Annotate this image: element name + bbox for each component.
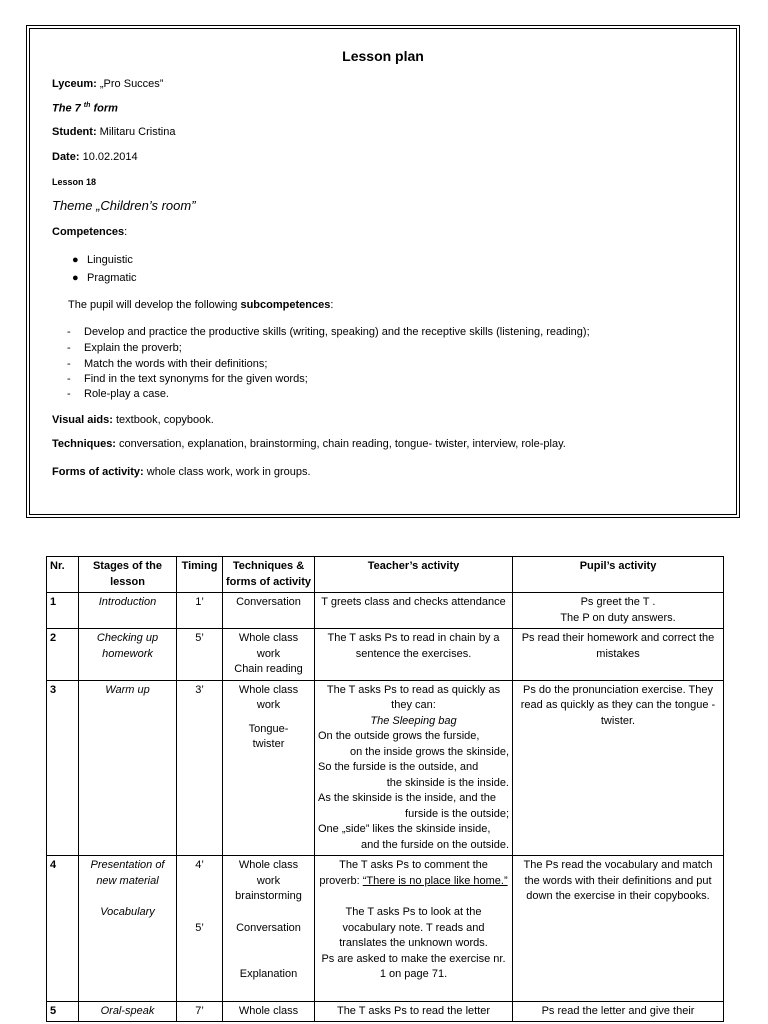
table-row: 2 Checking up homework 5’ Whole class work Chain reading The T asks Ps to read in chain by a sentence the exercises. Ps read their homework and correct the mistakes bbox=[47, 629, 724, 681]
column-header: Techniques & forms of activity bbox=[223, 557, 315, 593]
column-header: Stages of the lesson bbox=[79, 557, 177, 593]
subcompetence-item: Develop and practice the productive skills (writing, speaking) and the receptive skills (listening, reading); bbox=[84, 326, 590, 338]
table-row: 4 Presentation of new material Vocabulary 4’ 5’ Whole class work brainstorming Conversation Explanation The T asks Ps to comment the proverb: “There is no place like home.” The T asks Ps to look at the vocabulary note. T reads and translates the unknown words. Ps are asked to make the exercise nr. 1 on page 71. The Ps read the vocabulary and match the words with their definitions and put down the exercise in their copybooks. bbox=[47, 856, 724, 1002]
competence-item: Pragmatic bbox=[87, 272, 137, 284]
column-header: Pupil’s activity bbox=[513, 557, 724, 593]
competences-heading: Competences: bbox=[52, 226, 128, 238]
lyceum-line: Lyceum: „Pro Succes” bbox=[52, 78, 164, 90]
lesson-number: Lesson 18 bbox=[52, 177, 97, 187]
student-line: Student: Militaru Cristina bbox=[52, 126, 176, 138]
column-header: Nr. bbox=[47, 557, 79, 593]
subcompetences-intro: The pupil will develop the following subcompetences: bbox=[68, 299, 334, 311]
competence-item: Linguistic bbox=[87, 254, 133, 266]
subcompetence-item: Explain the proverb; bbox=[84, 342, 182, 354]
subcompetence-item: Match the words with their definitions; bbox=[84, 358, 268, 370]
bullet-icon: ● bbox=[72, 272, 79, 284]
subcompetence-item: Find in the text synonyms for the given words; bbox=[84, 373, 308, 385]
visual-aids-line: Visual aids: textbook, copybook. bbox=[52, 414, 214, 426]
table-row: 5 Oral-speak 7’ Whole class The T asks Ps to read the letter Ps read the letter and give their bbox=[47, 1001, 724, 1022]
forms-line: Forms of activity: whole class work, work in groups. bbox=[52, 466, 311, 478]
column-header: Timing bbox=[177, 557, 223, 593]
form-line: The 7 $^{th}$ form bbox=[52, 102, 118, 115]
date-line: Date: 10.02.2014 bbox=[52, 151, 138, 163]
lesson-theme: Theme „Children’s room” bbox=[52, 198, 196, 213]
table-header-row bbox=[47, 557, 724, 593]
lesson-plan-header-box: Lesson plan Lyceum: „Pro Succes” The 7 $^{th}$ form Student: Militaru Cristina Date: 10.02.2014 Lesson 18 Theme „Children’s room” Competences: ● Linguistic ● Pragmatic The pupil will develop the following subcompetences: - Develop and practice the productive skills (writing, speaking) and the receptive skills (listening, reading); - Explain the proverb; - Match the words with their definitions; - Find in the text synonyms for the given words; - Role-play a case. Visual aids: textbook, copybook. Techniques: conversation, explanation, brainstorming, chain reading, tongue- twister, interview, role-play. Forms of activity: whole class work, work in groups. bbox=[26, 25, 740, 518]
lesson-plan-table bbox=[46, 556, 724, 1022]
column-header: Teacher’s activity bbox=[315, 557, 513, 593]
techniques-line: Techniques: conversation, explanation, brainstorming, chain reading, tongue- twister, interview, role-play. bbox=[52, 438, 566, 450]
table-row: 3 Warm up 3’ Whole class work Tongue-twister The T asks Ps to read as quickly as they can: The Sleeping bag On the outside grows the furside, on the inside grows the skinside, So the furside is the outside, and the skinside is the inside. As the skinside is the inside, and the furside is the outside; One „side” likes the skinside inside, and the furside on the outside. Ps do the pronunciation exercise. They read as quickly as they can the tongue - twister. bbox=[47, 680, 724, 856]
bullet-icon: ● bbox=[72, 254, 79, 266]
subcompetence-item: Role-play a case. bbox=[84, 388, 169, 400]
page-title: Lesson plan bbox=[342, 48, 424, 64]
table-row: 1 Introduction 1’ Conversation T greets class and checks attendance Ps greet the T . The P on duty answers. bbox=[47, 593, 724, 629]
